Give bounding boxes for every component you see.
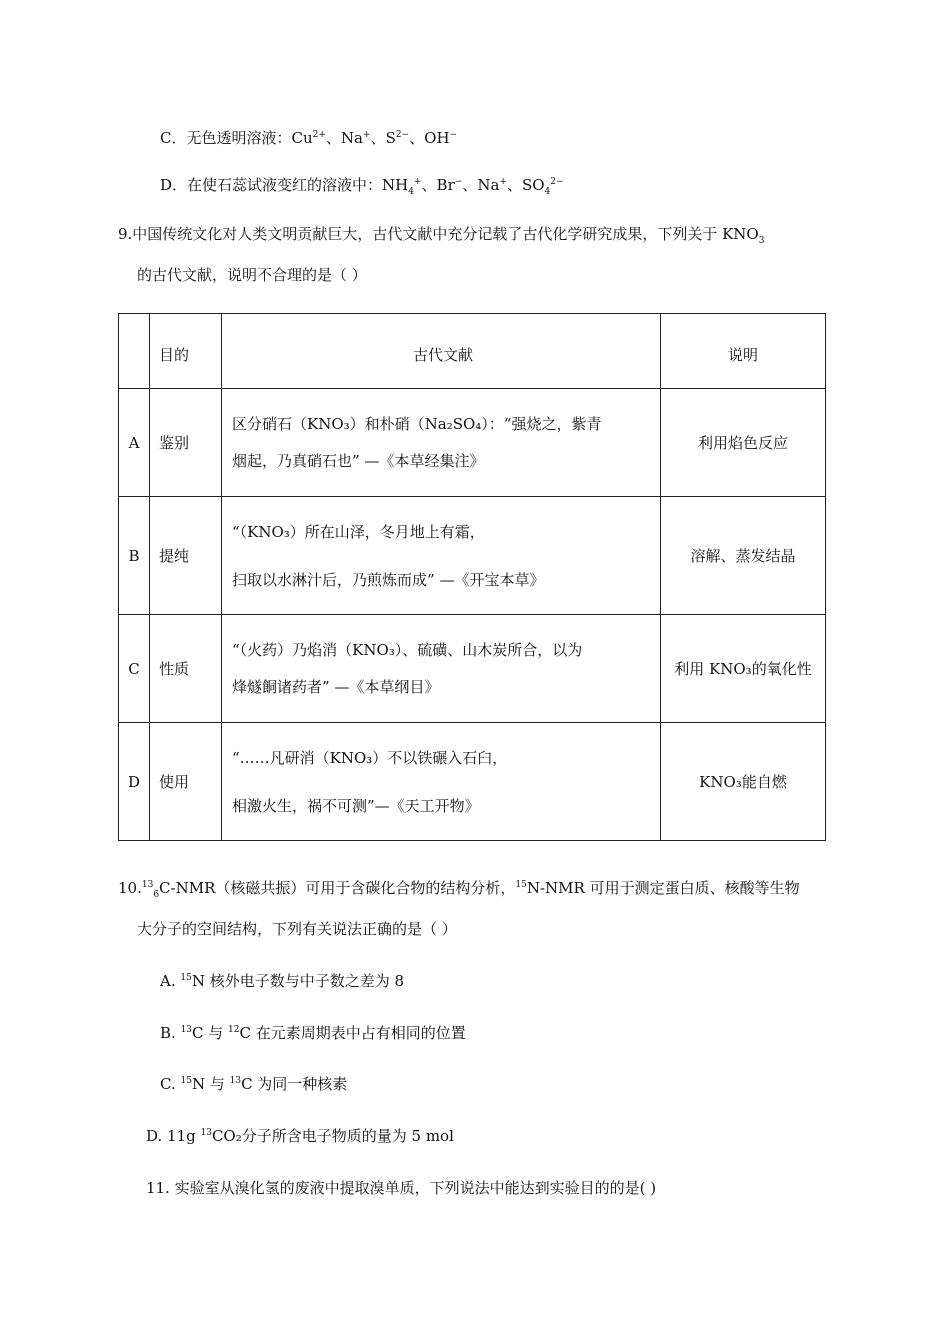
row-key: A: [119, 389, 150, 497]
option-text: N 核外电子数与中子数之差为 8: [191, 972, 405, 990]
question-9-table: [118, 313, 826, 841]
row-key: D: [119, 723, 150, 841]
ion: Na: [477, 176, 500, 194]
row-note: 利用 KNO₃的氧化性: [661, 615, 826, 723]
question-9-stem-line1: 9.中国传统文化对人类文明贡献巨大，古代文献中充分记载了古代化学研究成果，下列关于 $KNO_3$: [118, 225, 765, 246]
ion: OH: [424, 129, 450, 147]
option-text: C 与: [192, 1024, 229, 1042]
question-text: 9.中国传统文化对人类文明贡献巨大，古代文献中充分记载了古代化学研究成果，下列关于 KNO: [118, 225, 759, 243]
ion: Na: [340, 129, 363, 147]
row-note: 溶解、蒸发结晶: [661, 497, 826, 615]
row-purpose: 提纯: [150, 497, 222, 615]
row-purpose: 性质: [150, 615, 222, 723]
row-document: [222, 497, 661, 615]
question-10-option-a: A. $^{15}$N 核外电子数与中子数之差为 8: [160, 972, 405, 990]
doc-line: 相激火生，祸不可测”—《天工开物》: [232, 796, 480, 815]
row-document: [222, 723, 661, 841]
question-10-option-c: C. $^{15}$N 与 $^{13}$C 为同一种核素: [160, 1075, 348, 1093]
table-row: [119, 389, 826, 497]
doc-line: 扫取以水淋汁后，乃煎炼而成” —《开宝本草》: [232, 570, 545, 589]
question-10-stem-line1: $10.13_6C-NMR$（核磁共振）可用于含碳化合物的结构分析，$^{15}$N-NMR 可用于测定蛋白质、核酸等生物: [118, 879, 800, 900]
option-d-litmus-solution: D．在使石蕊试液变红的溶液中：$NH_4^+$、Br−、Na+、$SO_4^{2-}$: [160, 176, 564, 197]
table-header-row: [119, 314, 826, 389]
ion: S: [385, 129, 396, 147]
option-c-colorless-solution: C．无色透明溶液：$Cu^{2+}$、Na+、$S^{2-}$、OH−: [160, 129, 458, 147]
question-9-stem-line2: 的古代文献，说明不合理的是（ ）: [137, 266, 367, 284]
ion: SO: [521, 176, 545, 194]
doc-line: “（KNO₃）所在山泽，冬月地上有霜，: [232, 522, 485, 541]
option-text: N 与: [191, 1075, 230, 1093]
option-label: C．无色透明溶液：: [160, 129, 292, 147]
question-text: N-NMR 可用于测定蛋白质、核酸等生物: [526, 879, 800, 897]
question-10-stem-line2: 大分子的空间结构，下列有关说法正确的是（ ）: [137, 920, 457, 938]
question-11-stem: 11. 实验室从溴化氢的废液中提取溴单质，下列说法中能达到实验目的的是( ): [146, 1179, 657, 1197]
option-label: D．在使石蕊试液变红的溶液中：: [160, 176, 383, 194]
question-text: C-NMR（核磁共振）可用于含碳化合物的结构分析，: [159, 879, 516, 897]
row-note: KNO₃能自燃: [661, 723, 826, 841]
doc-line: “……凡研消（KNO₃）不以铁碾入石臼，: [232, 748, 508, 767]
option-text: D. 11g: [146, 1127, 201, 1145]
ion: NH: [382, 176, 409, 194]
question-number: 10.: [118, 879, 142, 897]
row-document: [222, 615, 661, 723]
header-document: 古代文献: [222, 314, 661, 389]
option-text: C 为同一种核素: [241, 1075, 348, 1093]
row-purpose: 鉴别: [150, 389, 222, 497]
option-text: CO₂分子所含电子物质的量为 5 mol: [211, 1127, 454, 1145]
option-text: C 在元素周期表中占有相同的位置: [239, 1024, 466, 1042]
doc-line: 区分硝石（KNO₃）和朴硝（Na₂SO₄）：“强烧之，紫青: [232, 414, 602, 433]
table-row: [119, 497, 826, 615]
table-row: [119, 615, 826, 723]
doc-line: “（火药）乃焰消（KNO₃）、硫磺、山木炭所合，以为: [232, 640, 583, 659]
header-blank: [119, 314, 150, 389]
header-note: 说明: [661, 314, 826, 389]
question-10-option-b: B. $^{13}$C 与 $^{12}$C 在元素周期表中占有相同的位置: [160, 1024, 466, 1042]
table-row: [119, 723, 826, 841]
row-note: 利用焰色反应: [661, 389, 826, 497]
row-purpose: 使用: [150, 723, 222, 841]
doc-line: 烽燧餇诸药者” —《本草纲目》: [232, 677, 440, 696]
row-key: B: [119, 497, 150, 615]
header-purpose: 目的: [150, 314, 222, 389]
row-key: C: [119, 615, 150, 723]
question-10-option-d: D. 11g $^{13}$CO₂分子所含电子物质的量为 5 mol: [146, 1127, 454, 1145]
ion: Cu: [291, 129, 313, 147]
row-document: [222, 389, 661, 497]
ion: Br: [436, 176, 455, 194]
doc-line: 烟起，乃真硝石也” —《本草经集注》: [232, 451, 485, 470]
